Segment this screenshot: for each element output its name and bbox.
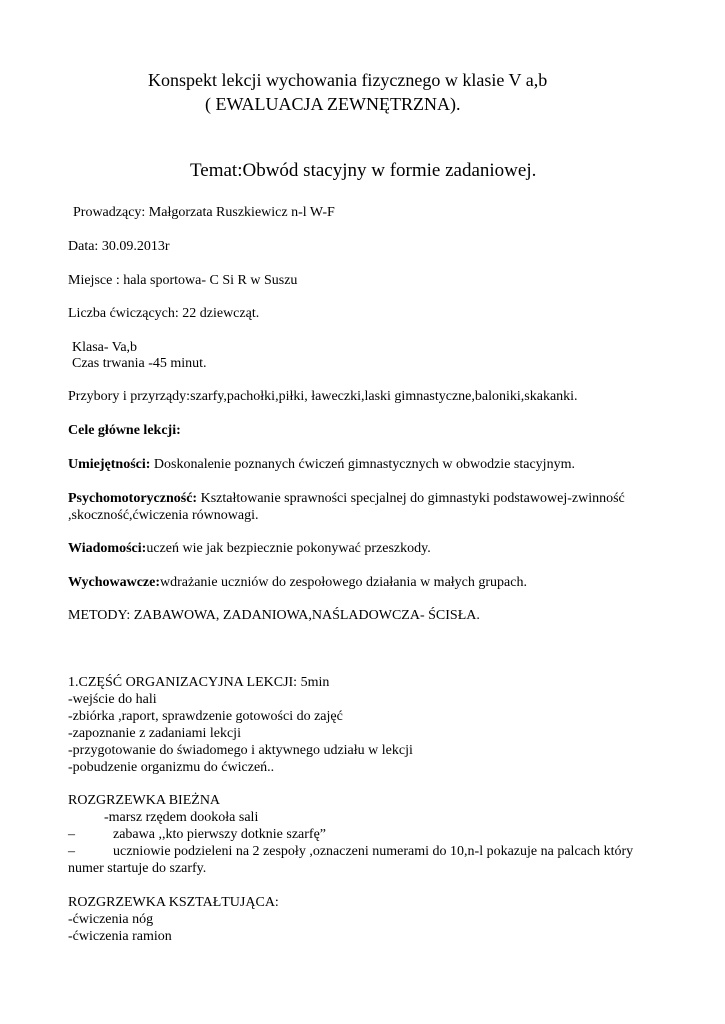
warmup-shaping-heading: ROZGRZEWKA KSZTAŁTUJĄCA: — [68, 895, 279, 910]
lesson-topic: Temat:Obwód stacyjny w formie zadaniowej. — [190, 160, 537, 181]
goal-educational-label: Wychowawcze: — [68, 575, 161, 590]
organizational-item: -przygotowanie do świadomego i aktywnego udziału w lekcji — [68, 743, 413, 758]
organizational-item: -zbiórka ,raport, sprawdzenie gotowości do zajęć — [68, 709, 343, 724]
goal-skills-text: Doskonalenie poznanych ćwiczeń gimnastycznych w obwodzie stacyjnym. — [150, 457, 575, 472]
organizational-item: -wejście do hali — [68, 692, 157, 707]
goal-psychomotor-label: Psychomotoryczność: — [68, 491, 198, 506]
equipment: Przybory i przyrządy:szarfy,pachołki,piłki, ławeczki,laski gimnastyczne,baloniki,skakanki. — [68, 389, 578, 404]
goal-skills — [68, 456, 575, 473]
goal-educational-text: wdrażanie uczniów do zespołowego działania w małych grupach. — [160, 575, 527, 590]
teacher: Prowadzący: Małgorzata Ruszkiewicz n-l W-F — [73, 205, 335, 220]
duration: Czas trwania -45 minut. — [72, 356, 207, 371]
goal-knowledge-label: Wiadomości: — [68, 541, 147, 556]
warmup-run-heading: ROZGRZEWKA BIEŻNA — [68, 793, 221, 808]
class: Klasa- Va,b — [72, 340, 138, 355]
goal-educational — [68, 574, 527, 591]
place: Miejsce : hala sportowa- C Si R w Suszu — [68, 273, 298, 288]
date: Data: 30.09.2013r — [68, 239, 170, 254]
organizational-heading: 1.CZĘŚĆ ORGANIZACYJNA LEKCJI: 5min — [68, 675, 330, 690]
organizational-item: -zapoznanie z zadaniami lekcji — [68, 726, 241, 741]
goal-psychomotor — [68, 490, 625, 507]
warmup-run-item: uczniowie podzieleni na 2 zespoły ,oznaczeni numerami do 10,n-l pokazuje na palcach który — [113, 844, 634, 859]
warmup-shaping-item: -ćwiczenia nóg — [68, 912, 154, 927]
goal-knowledge — [68, 540, 431, 557]
goals-heading: Cele główne lekcji: — [68, 423, 181, 438]
participant-count: Liczba ćwiczących: 22 dziewcząt. — [68, 306, 260, 321]
organizational-item: -pobudzenie organizmu do ćwiczeń.. — [68, 760, 275, 775]
methods: METODY: ZABAWOWA, ZADANIOWA,NAŚLADOWCZA- ŚCISŁA. — [68, 608, 480, 623]
warmup-shaping-item: -ćwiczenia ramion — [68, 929, 172, 944]
title-line-1: Konspekt lekcji wychowania fizycznego w klasie V a,b — [148, 70, 548, 90]
goal-psychomotor-cont: ,skoczność,ćwiczenia równowagi. — [68, 508, 259, 523]
goal-skills-label: Umiejętności: — [68, 457, 151, 472]
warmup-run-item: zabawa ,,kto pierwszy dotknie szarfę” — [113, 827, 327, 842]
warmup-run-item-cont: numer startuje do szarfy. — [68, 861, 207, 876]
title-line-2: ( EWALUACJA ZEWNĘTRZNA). — [205, 94, 461, 114]
goal-knowledge-text: uczeń wie jak bezpiecznie pokonywać przeszkody. — [146, 541, 431, 556]
dash-bullet: – — [68, 844, 75, 859]
dash-bullet: – — [68, 827, 75, 842]
goal-psychomotor-text: Kształtowanie sprawności specjalnej do gimnastyki podstawowej-zwinność — [197, 491, 625, 506]
warmup-run-item: -marsz rzędem dookoła sali — [104, 810, 259, 825]
